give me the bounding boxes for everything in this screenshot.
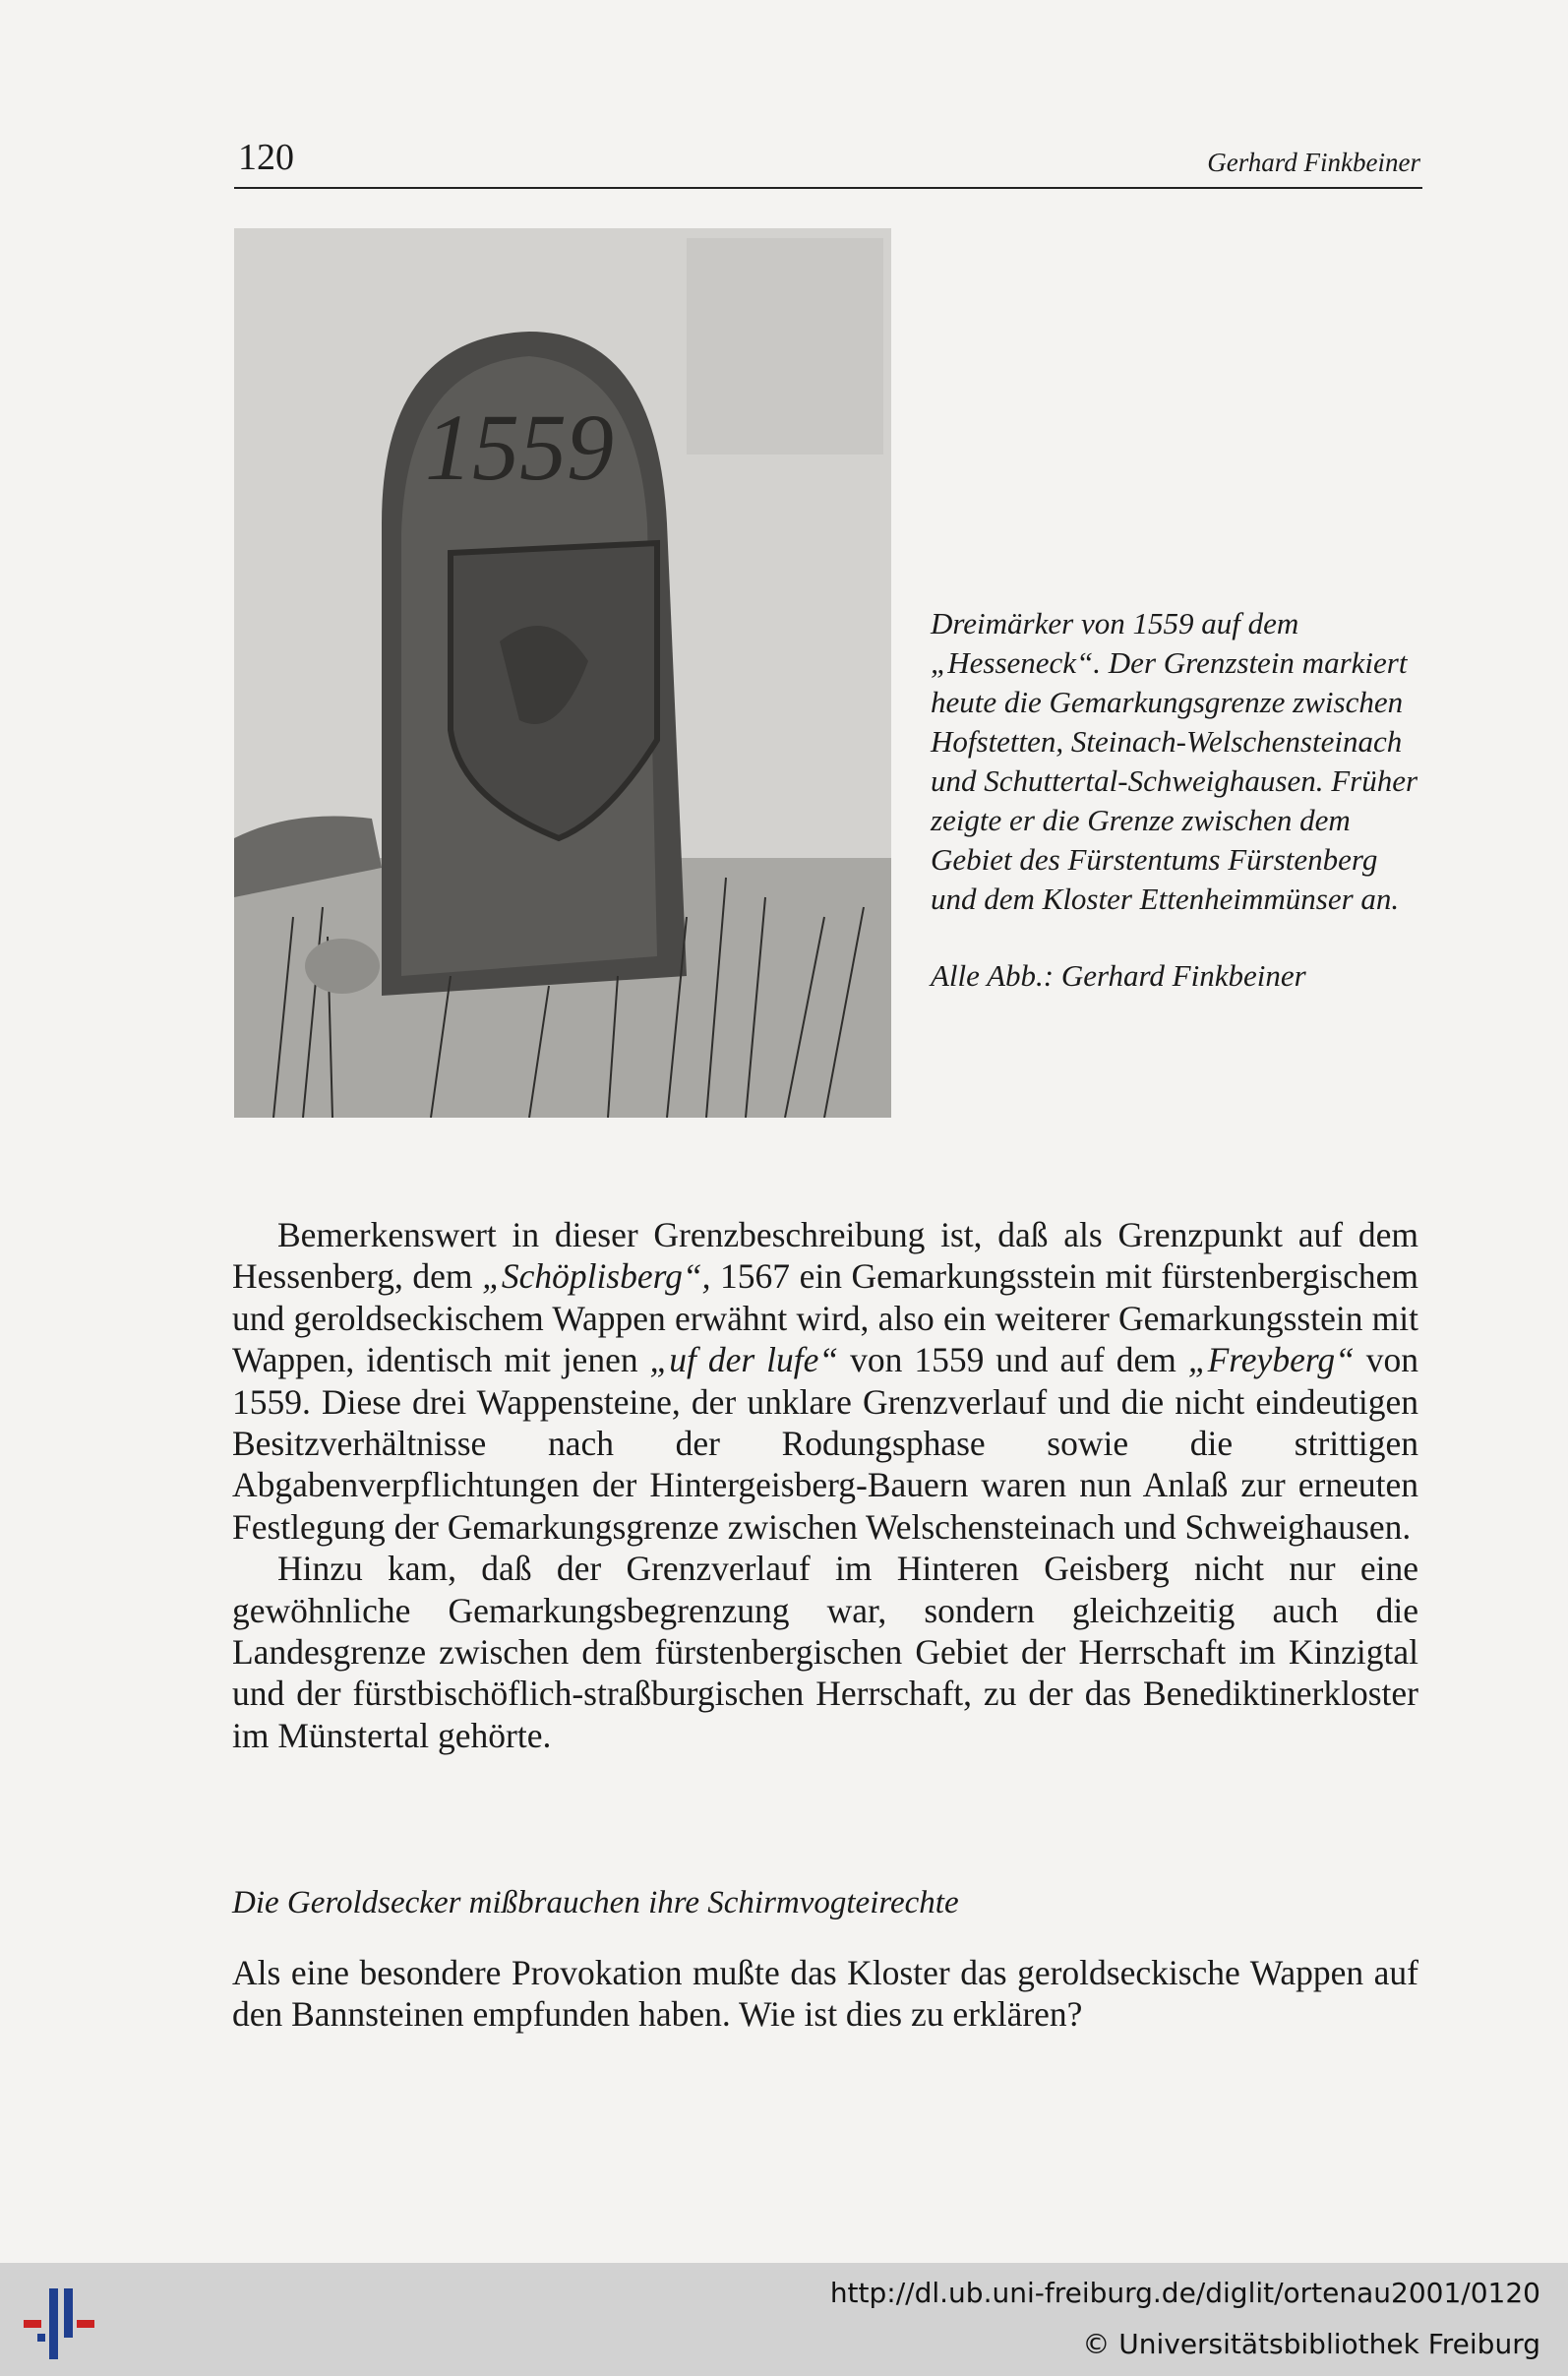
ub-freiburg-logo-icon [20, 2285, 102, 2363]
source-url-link[interactable]: http://dl.ub.uni-freiburg.de/diglit/ortenau2001/0120 [829, 2277, 1540, 2309]
paragraph-1-text-3: von 1559 und auf dem [838, 1340, 1188, 1380]
body-text [232, 1214, 1418, 1756]
paragraph-1-text-1: Bemerkenswert in dieser Grenzbeschreibung ist, daß als Grenzpunkt auf dem Hessenberg, dem [232, 1215, 1418, 1297]
paragraph-1-text-4: von 1559. Diese drei Wappensteine, der unklare Grenzverlauf und die nicht eindeutigen Besitzverhältnisse nach der Rodungsphase sowie die strittigen Abgabenverpflichtungen der Hintergeisberg-Bauern waren nun Anlaß zur erneuten Festlegung der Gemarkungsgrenze zwischen Welschensteinach und Schweighausen. [232, 1340, 1419, 1547]
quote-freyberg: „Freyberg“ [1187, 1340, 1355, 1380]
photo-credit: Alle Abb.: Gerhard Finkbeiner [931, 958, 1306, 993]
paragraph-2: Hinzu kam, daß der Grenzverlauf im Hinteren Geisberg nicht nur eine gewöhnliche Gemarkungsbegrenzung war, sondern gleichzeitig auch die Landesgrenze zwischen dem fürstenbergischen Gebiet der Herrschaft im Kinzigtal und der fürstbischöflich-straßburgischen Herrschaft, zu der das Benediktinerkloster im Münstertal gehörte. [232, 1549, 1418, 1755]
boundary-stone-photo [234, 228, 891, 1118]
boundary-stone-illustration [234, 228, 891, 1118]
copyright-notice: © Universitätsbibliothek Freiburg [1082, 2328, 1540, 2360]
page-number: 120 [238, 137, 294, 178]
figure-caption [931, 604, 1422, 996]
stone-inscription: 1559 [425, 395, 614, 500]
page-header [234, 134, 1422, 189]
quote-uf-der-lufe: „uf der lufe“ [649, 1340, 839, 1380]
paragraph-1-text-2: 1567 ein Gemarkungsstein mit fürstenbergischem und geroldseckischem Wappen erwähnt wird, also ein weiterer Gemarkungsstein mit Wappen, identisch mit jenen [232, 1256, 1418, 1380]
quote-schoeplisberg: „Schöplisberg“, [482, 1256, 711, 1297]
running-head: Gerhard Finkbeiner [1207, 148, 1420, 177]
section-paragraph: Als eine besondere Provokation mußte das Kloster das geroldseckische Wappen auf den Bannsteinen empfunden haben. Wie ist dies zu erklären? [232, 1953, 1418, 2035]
caption-text: Dreimärker von 1559 auf dem „Hesseneck“. Der Grenzstein markiert heute die Gemarkungsgrenze zwischen Hofstetten, Steinach-Welschensteinach und Schuttertal-Schweighausen. Früher zeigte er die Grenze zwischen dem Gebiet des Fürstentums Fürstenberg und dem Kloster Ettenheimmünser an. [931, 606, 1418, 916]
footer-bar [0, 2263, 1568, 2376]
paragraph-1 [232, 1214, 1418, 1548]
section-heading: Die Geroldsecker mißbrauchen ihre Schirmvogteirechte [232, 1885, 959, 1920]
